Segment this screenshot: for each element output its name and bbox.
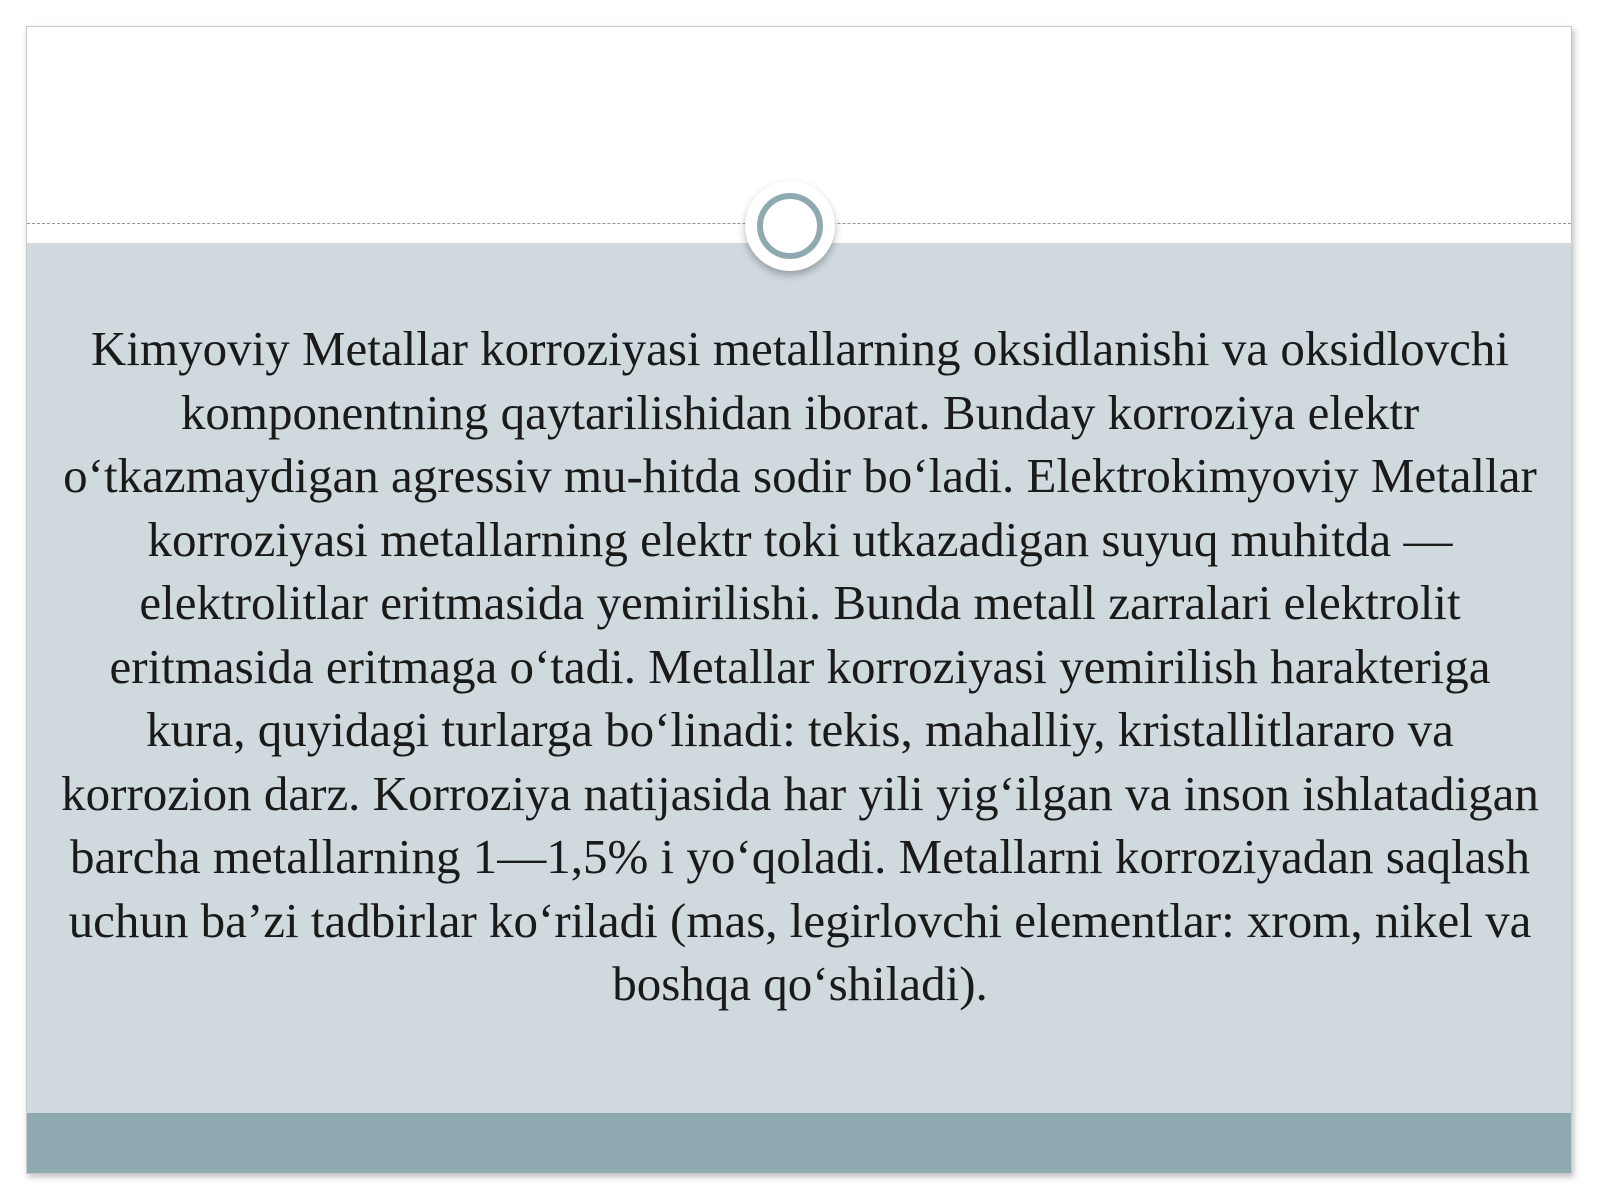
footer-band: [27, 1113, 1571, 1174]
slide: [26, 26, 1572, 1174]
ring-inner: [757, 193, 823, 259]
ring-ornament-icon: [745, 181, 835, 271]
slide-body-text: Kimyoviy Metallar korroziyasi metallarning oksidlanishi va oksidlovchi komponentning qaytarilishidan iborat. Bunday korroziya elektr o‘tkazmaydigan agressiv mu-hitda sodir bo‘ladi. Elektrokimyoviy Metallar korroziyasi metallarning elektr toki utkazadigan suyuq muhitda — elektrolitlar eritmasida yemirilishi. Bunda metall zarralari elektrolit eritmasida eritmaga o‘tadi. Metallar korroziyasi yemirilish harakteriga kura, quyidagi turlarga bo‘linadi: tekis, mahalliy, kristallitlararo va korrozion darz. Korroziya natijasida har yili yig‘ilgan va inson ishlatadigan barcha metallarning 1—1,5% i yo‘qoladi. Metallarni korroziyadan saqlash uchun ba’zi tadbirlar ko‘riladi (mas, legirlovchi elementlar: xrom, nikel va boshqa qo‘shiladi).: [61, 321, 1539, 1011]
